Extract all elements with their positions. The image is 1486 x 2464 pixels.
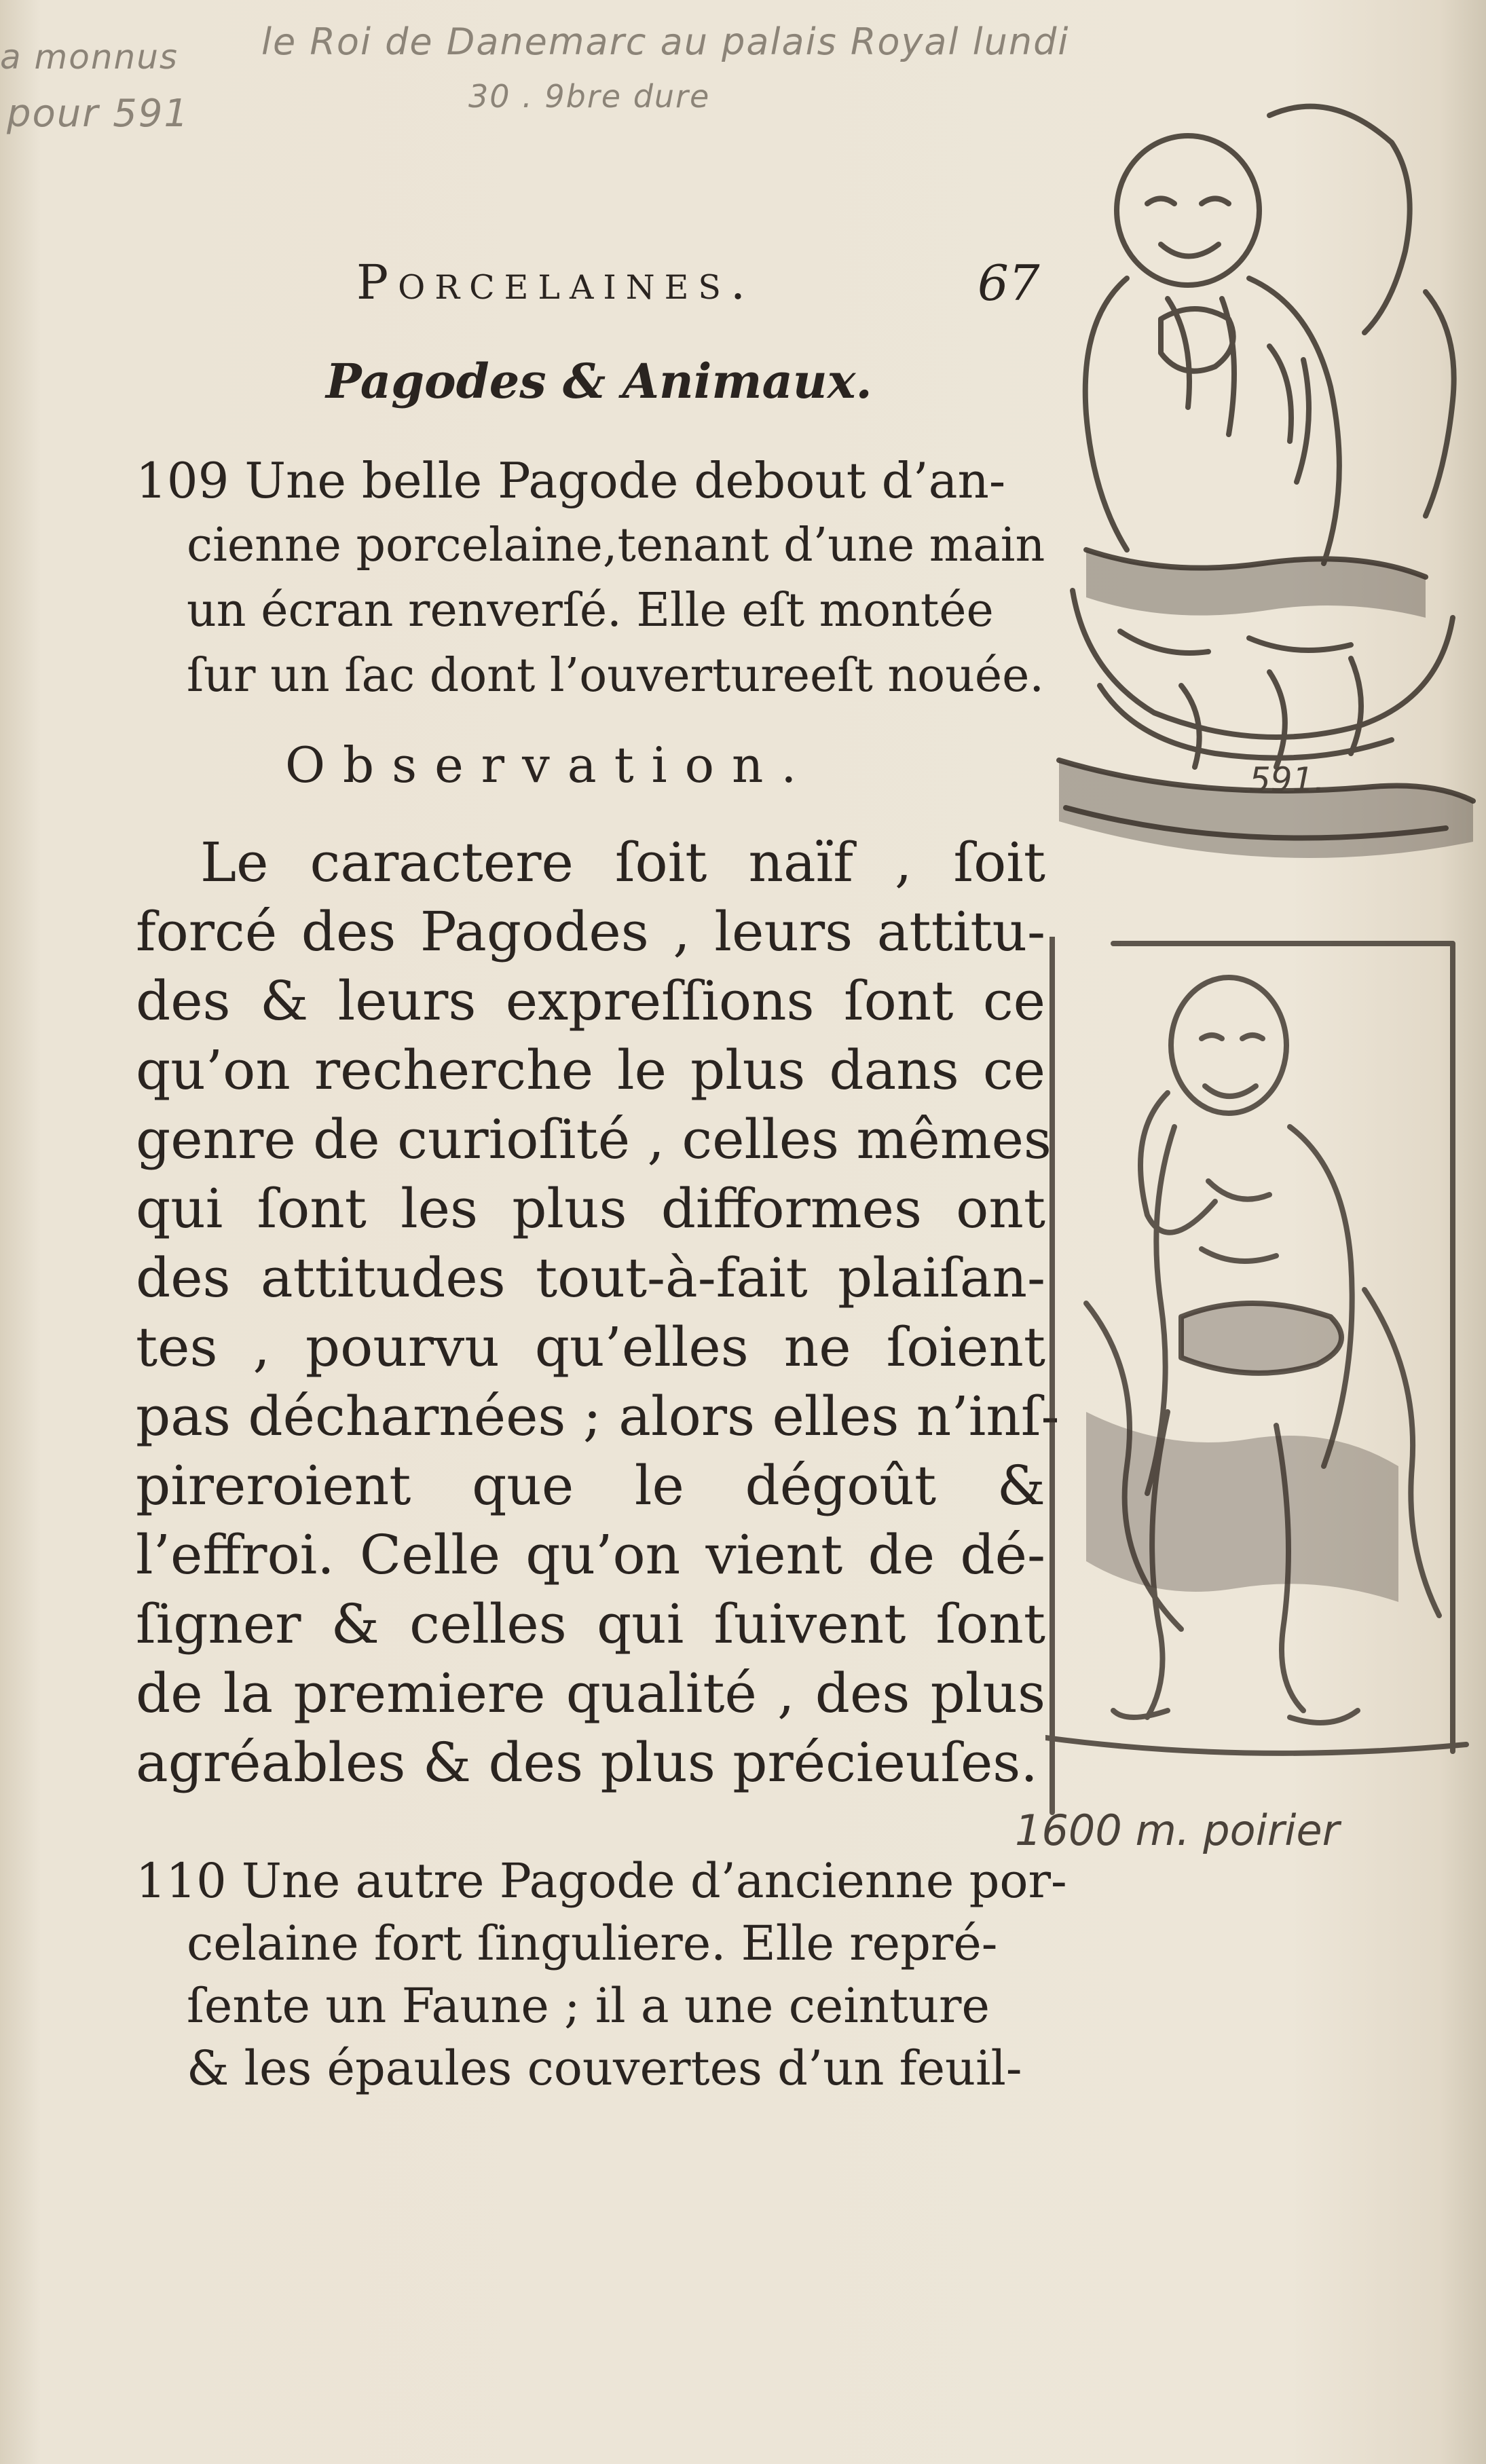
top-left-annotation-1: a monnus bbox=[0, 37, 179, 77]
observation-line: qui ſont les plus difformes ont bbox=[136, 1177, 1045, 1240]
entry-109-line: un écran renverſé. Elle eſt montée bbox=[187, 584, 994, 637]
pagode-sketch-top-illustration bbox=[1045, 75, 1480, 937]
top-center-annotation-2: 30 . 9bre dure bbox=[468, 78, 711, 115]
observation-line: tes , pourvu qu’elles ne ſoient bbox=[136, 1315, 1045, 1379]
top-center-annotation-1: le Roi de Danemarc au palais Royal lundi bbox=[261, 20, 1070, 63]
observation-body bbox=[136, 828, 1060, 1797]
entry-110 bbox=[136, 1850, 1067, 2099]
entry-109-line: 109 Une belle Pagode debout d’an- bbox=[136, 452, 1006, 509]
page-number: 67 bbox=[978, 255, 1040, 312]
observation-line: des & leurs expreſſions ſont ce bbox=[136, 969, 1045, 1032]
observation-line: pireroient que le dégoût & bbox=[136, 1454, 1045, 1517]
top-left-annotation-2: pour 591 bbox=[7, 92, 190, 136]
price-buyer-annotation: 1600 m. poirier bbox=[1015, 1806, 1340, 1855]
observation-line: ſigner & celles qui ſuivent ſont bbox=[136, 1592, 1045, 1656]
observation-line: l’effroi. Celle qu’on vient de dé- bbox=[136, 1523, 1045, 1586]
observation-line: qu’on recherche le plus dans ce bbox=[136, 1039, 1045, 1102]
running-title: Porcelaines. bbox=[356, 255, 756, 310]
entry-110-line: ſente un Faune ; il a une ceinture bbox=[187, 1978, 990, 2034]
observation-line: Le caractere ſoit naïf , ſoit bbox=[200, 831, 1045, 894]
entry-109-line: cienne porcelaine,tenant d’une main bbox=[187, 519, 1045, 572]
observation-line: des attitudes tout-à-fait plaiſan- bbox=[136, 1246, 1045, 1309]
faune-sketch-bottom-illustration bbox=[1045, 937, 1480, 1819]
entry-110-line: celaine fort ſinguliere. Elle repré- bbox=[187, 1916, 998, 1971]
section-heading: Pagodes & Animaux. bbox=[326, 353, 872, 409]
observation-title: Observation. bbox=[285, 736, 815, 794]
observation-line: forcé des Pagodes , leurs attitu- bbox=[136, 900, 1045, 963]
observation-line: agréables & des plus précieuſes. bbox=[136, 1731, 1038, 1794]
observation-line: de la premiere qualité , des plus bbox=[136, 1662, 1045, 1725]
entry-109-line: ſur un ſac dont l’ouvertureeſt nouée. bbox=[187, 649, 1045, 703]
observation-line: pas décharnées ; alors elles n’inſ- bbox=[136, 1385, 1060, 1448]
entry-110-line: & les épaules couvertes d’un feuil- bbox=[187, 2040, 1022, 2096]
entry-110-line: 110 Une autre Pagode d’ancienne por- bbox=[136, 1853, 1067, 1909]
observation-line: genre de curioſité , celles mêmes bbox=[136, 1108, 1052, 1171]
entry-109 bbox=[136, 448, 1045, 709]
sketch-number-annotation: 591. bbox=[1249, 760, 1325, 800]
